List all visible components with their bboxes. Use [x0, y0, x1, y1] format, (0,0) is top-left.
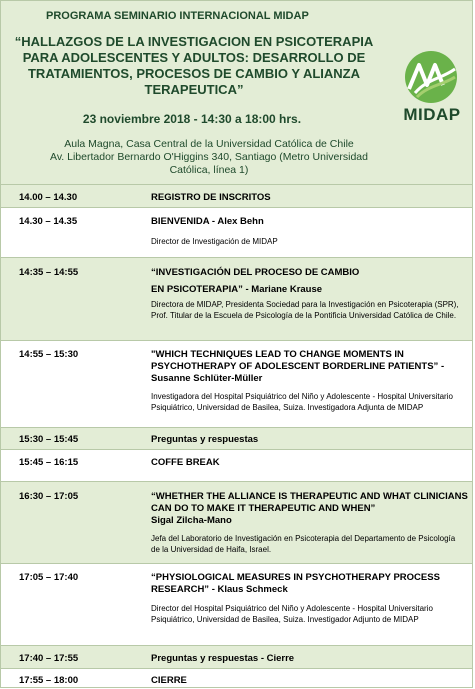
row-time: 17:55 – 18:00: [19, 675, 79, 686]
midap-logo: [397, 49, 465, 125]
row-title: CIERRE: [151, 675, 187, 686]
schedule-row: [1, 257, 472, 340]
row-time: 15:30 – 15:45: [19, 434, 79, 445]
schedule-row: [1, 645, 472, 668]
row-title: BIENVENIDA - Alex Behn: [151, 216, 264, 227]
schedule-row: [1, 207, 472, 257]
row-time: 15:45 – 16:15: [19, 457, 79, 468]
row-time: 14.00 – 14.30: [19, 192, 78, 203]
row-title: Preguntas y respuestas - Cierre: [151, 653, 295, 664]
schedule-row: [1, 184, 472, 207]
logo-text: MIDAP: [403, 105, 461, 124]
schedule-row: [1, 427, 472, 449]
schedule-row: [1, 449, 472, 481]
venue-line-2: Av. Libertador Bernardo O'Higgins 340, Santiago (Metro Universidad Católica, línea 1): [50, 151, 368, 176]
row-time: 16:30 – 17:05: [19, 491, 79, 502]
row-title: COFFE BREAK: [151, 457, 220, 468]
seminar-venue: [39, 138, 379, 177]
program-label: PROGRAMA SEMINARIO INTERNACIONAL MIDAP: [46, 10, 309, 22]
midap-logo-icon: [397, 49, 465, 105]
row-title: "WHICH TECHNIQUES LEAD TO CHANGE MOMENTS IN PSYCHOTHERAPY OF ADOLESCENT BORDERLINE PATIENTS” - Susanne Schlüter-Müller: [151, 349, 445, 384]
schedule-row: [1, 481, 472, 563]
row-time: 14:35 – 14:55: [19, 267, 79, 278]
seminar-title: “HALLAZGOS DE LA INVESTIGACION EN PSICOTERAPIA PARA ADOLESCENTES Y ADULTOS: DESARROLLO DE TRATAMIENTOS, PROCESOS DE CAMBIO Y ALIANZA TERAPEUTICA”: [14, 34, 374, 97]
row-title: “WHETHER THE ALLIANCE IS THERAPEUTIC AND WHAT CLINICIANS CAN DO TO MAKE IT THERAPEUTIC AND WHEN”: [151, 491, 468, 514]
schedule-row: [1, 563, 472, 645]
program-header: [1, 1, 472, 184]
row-title: “PHYSIOLOGICAL MEASURES IN PSYCHOTHERAPY PROCESS RESEARCH” - Klaus Schmeck: [151, 572, 440, 595]
row-title: REGISTRO DE INSCRITOS: [151, 192, 271, 203]
row-title: “INVESTIGACIÓN DEL PROCESO DE CAMBIO: [151, 267, 360, 278]
row-time: 17:05 – 17:40: [19, 572, 79, 583]
venue-line-1: Aula Magna, Casa Central de la Universidad Católica de Chile: [64, 138, 354, 150]
seminar-date: 23 noviembre 2018 - 14:30 a 18:00 hrs.: [82, 112, 302, 126]
row-description: Director del Hospital Psiquiátrico del Niño y Adolescente - Hospital Universitario Psiquiátrico, Universidad de Basilea, Suiza. Investigador Adjunto de MIDAP: [151, 604, 433, 624]
row-title-line-2: EN PSICOTERAPIA” - Mariane Krause: [151, 284, 323, 295]
row-description: Jefa del Laboratorio de Investigación en Psicoterapia del Departamento de Psicología de la Universidad de Haifa, Israel.: [151, 534, 456, 554]
schedule-row: [1, 668, 472, 688]
row-time: 17:40 – 17:55: [19, 653, 79, 664]
row-time: 14.30 – 14.35: [19, 216, 78, 227]
schedule-row: [1, 340, 472, 427]
row-description: Directora de MIDAP, Presidenta Sociedad para la Investigación en Psicoterapia (SPR), Prof. Titular de la Escuela de Psicología de la Pontificia Universidad Católica de Chile.: [151, 300, 459, 320]
row-description: Investigadora del Hospital Psiquiátrico del Niño y Adolescente - Hospital Universitario Psiquiátrico, Universidad de Basilea, Suiza. Investigadora Adjunta de MIDAP: [151, 392, 453, 412]
row-description: Director de Investigación de MIDAP: [151, 237, 278, 246]
row-time: 14:55 – 15:30: [19, 349, 79, 360]
row-title: Preguntas y respuestas: [151, 434, 259, 445]
row-title-line-2: Sigal Zilcha-Mano: [151, 515, 232, 526]
